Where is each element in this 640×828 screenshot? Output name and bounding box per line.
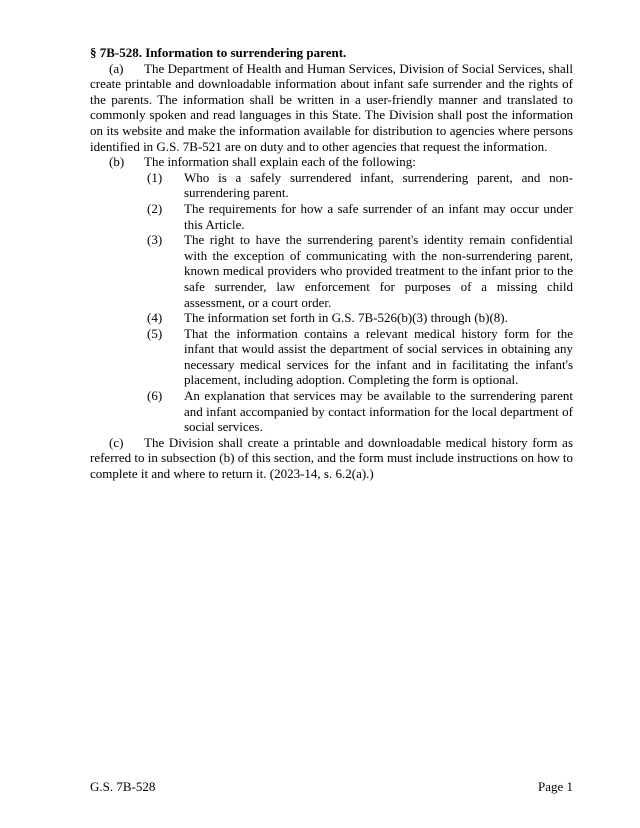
- list-item: [90, 170, 573, 201]
- paragraph-c-text: The Division shall create a printable and downloadable medical history form as referred to in subsection (b) of this section, and the form must include instructions on how to complete it and where to return it. (2023-14, s. 6.2(a).): [90, 434, 573, 482]
- document-body: [90, 45, 573, 482]
- paragraph-b-text: The information shall explain each of the following:: [144, 154, 416, 170]
- page-number: Page 1: [537, 779, 573, 794]
- paragraph-c: [90, 435, 573, 482]
- list-item-number: (5): [147, 325, 163, 341]
- list-item-number: (2): [147, 200, 163, 216]
- paragraph-b-list: [90, 170, 573, 435]
- list-item: [90, 310, 573, 326]
- list-item: [90, 232, 573, 310]
- paragraph-a-label: (a): [109, 60, 124, 76]
- page-footer: [90, 779, 573, 795]
- paragraph-b: [90, 154, 573, 170]
- list-item-text: The right to have the surrendering parent's identity remain confidential with the exception of communicating with the non-surrendering parent, known medical providers who provided treatment to the infant prior to the safe surrender, law enforcement for purposes of a missing child assessment, or a court order.: [184, 232, 573, 310]
- list-item-text: An explanation that services may be available to the surrendering parent and infant accompanied by contact information for the local department of social services.: [184, 388, 573, 435]
- list-item-text: That the information contains a relevant medical history form for the infant that would assist the department of social services in obtaining any necessary medical services for the infant and in facilitating the infant's placement, including adoption. Completing the form is optional.: [184, 325, 573, 388]
- list-item: [90, 388, 573, 435]
- paragraph-a: [90, 61, 573, 155]
- list-item-number: (4): [147, 310, 163, 326]
- paragraph-c-label: (c): [109, 434, 124, 450]
- list-item-number: (1): [147, 169, 163, 185]
- paragraph-a-text: The Department of Health and Human Services, Division of Social Services, shall create printable and downloadable information about infant safe surrender and the rights of the parents. The information shall be written in a user-friendly manner and translated to commonly spoken and read languages in this State. The Division shall post the information on its website and make the information available for distribution to agencies where persons identified in G.S. 7B-521 are on duty and to other agencies that request the information.: [90, 60, 573, 154]
- list-item-number: (6): [147, 388, 163, 404]
- list-item-text: The information set forth in G.S. 7B-526(b)(3) through (b)(8).: [184, 310, 508, 326]
- paragraph-b-label: (b): [109, 154, 125, 170]
- list-item-text: The requirements for how a safe surrender of an infant may occur under this Article.: [184, 200, 573, 232]
- list-item-number: (3): [147, 232, 163, 248]
- list-item: [90, 326, 573, 388]
- list-item: [90, 201, 573, 232]
- section-heading: § 7B-528. Information to surrendering parent.: [90, 45, 347, 60]
- footer-citation: G.S. 7B-528: [90, 779, 156, 794]
- list-item-text: Who is a safely surrendered infant, surrendering parent, and non-surrendering parent.: [184, 169, 573, 201]
